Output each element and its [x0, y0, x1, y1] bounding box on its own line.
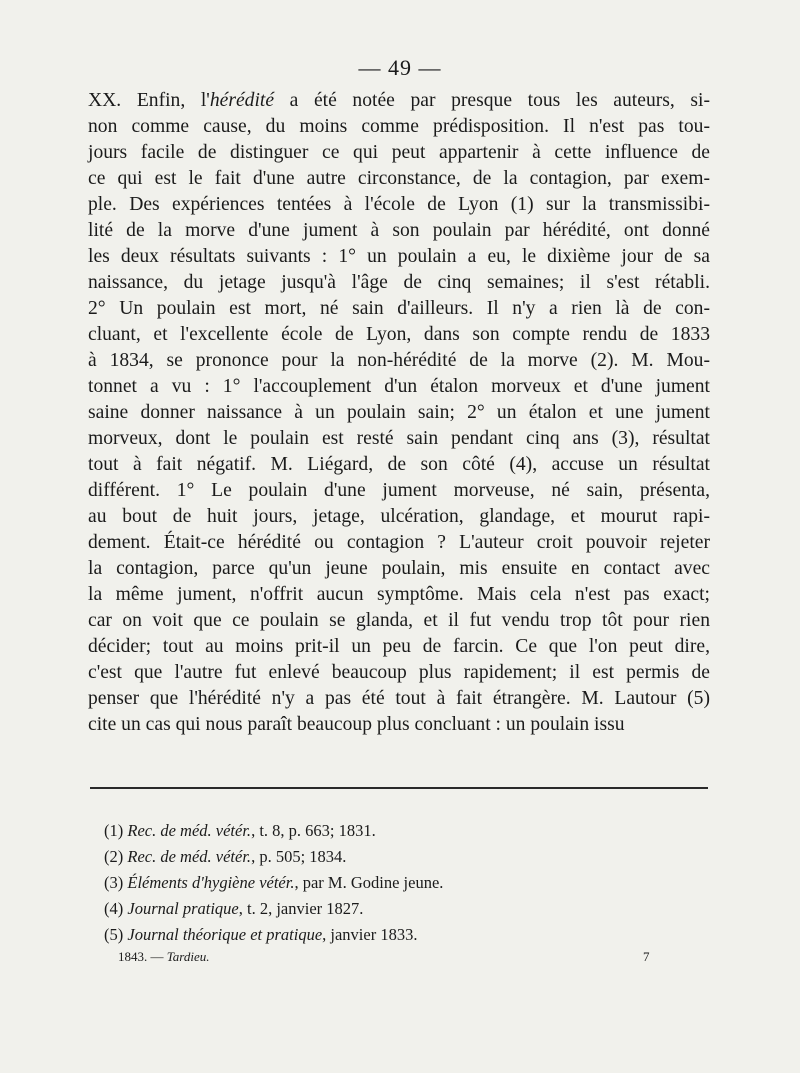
emphasis-heredite: hérédité — [209, 90, 275, 111]
page-number: — 49 — — [358, 55, 442, 80]
text-line-13: saine donner naissance à un poulain sain; 2° un étalon et une jument — [88, 402, 710, 423]
footnote-marker: (5) — [104, 925, 124, 944]
footnote-3 — [104, 870, 664, 896]
imprint-year: 1843. — — [118, 949, 164, 964]
text-line-2: non comme cause, du moins comme prédisposition. Il n'est pas tou- — [88, 116, 710, 137]
text-line-6: lité de la morve d'une jument à son poulain par hérédité, ont donné — [88, 220, 710, 241]
footnote-details: , p. 505; 1834. — [251, 847, 347, 866]
footnote-5 — [104, 922, 664, 948]
signature-mark: 7 — [643, 949, 650, 964]
footnote-marker: (1) — [104, 821, 124, 840]
text-line-20: la même jument, n'offrit aucun symptôme. Mais cela n'est pas exact; — [88, 584, 710, 605]
text-line-24: penser que l'hérédité n'y a pas été tout à fait étrangère. M. Lautour (5) — [88, 688, 710, 709]
footnote-separator — [90, 787, 708, 789]
footnote-1 — [104, 818, 664, 844]
footnote-4 — [104, 896, 664, 922]
page-footer — [118, 947, 658, 967]
text-line-8: naissance, du jetage jusqu'à l'âge de cinq semaines; il s'est rétabli. — [88, 272, 710, 293]
footnote-details: , janvier 1833. — [322, 925, 418, 944]
text-line-4: ce qui est le fait d'une autre circonstance, de la contagion, par exem- — [88, 168, 710, 189]
footnote-marker: (2) — [104, 847, 124, 866]
footnote-source: Éléments d'hygiène vétér. — [127, 873, 295, 892]
text-line-17: au bout de huit jours, jetage, ulcération, glandage, et mourut rapi- — [88, 506, 710, 527]
footnote-source: Journal théorique et pratique — [127, 925, 323, 944]
text-line-25: cite un cas qui nous paraît beaucoup plus concluant : un poulain issu — [88, 714, 625, 735]
text-line-1: XX. Enfin, l'hérédité a été notée par presque tous les auteurs, si- — [88, 90, 710, 111]
text-line-10: cluant, et l'excellente école de Lyon, dans son compte rendu de 1833 — [88, 324, 710, 345]
text-line-23: c'est que l'autre fut enlevé beaucoup plus rapidement; il est permis de — [88, 662, 710, 683]
footnote-details: , t. 2, janvier 1827. — [238, 899, 364, 918]
footnote-2 — [104, 844, 664, 870]
footnote-marker: (4) — [104, 899, 124, 918]
text-line-18: dement. Était-ce hérédité ou contagion ? L'auteur croit pouvoir rejeter — [88, 532, 710, 553]
footnotes — [104, 818, 664, 948]
footnote-source: Journal pratique — [127, 899, 239, 918]
text-line-14: morveux, dont le poulain est resté sain pendant cinq ans (3), résultat — [88, 428, 710, 449]
text-line-19: la contagion, parce qu'un jeune poulain, mis ensuite en contact avec — [88, 558, 710, 579]
text-line-15: tout à fait négatif. M. Liégard, de son côté (4), accuse un résultat — [88, 454, 710, 475]
footnote-details: , t. 8, p. 663; 1831. — [251, 821, 376, 840]
text-line-5: ple. Des expériences tentées à l'école de Lyon (1) sur la transmissibi- — [88, 194, 710, 215]
text-line-16: différent. 1° Le poulain d'une jument morveuse, né sain, présenta, — [88, 480, 710, 501]
text-line-22: décider; tout au moins prit-il un peu de farcin. Ce que l'on peut dire, — [88, 636, 710, 657]
text-line-11: à 1834, se prononce pour la non-hérédité de la morve (2). M. Mou- — [88, 350, 710, 371]
body-text — [88, 88, 710, 738]
text-line-12: tonnet a vu : 1° l'accouplement d'un étalon morveux et d'une jument — [88, 376, 710, 397]
imprint-name: Tardieu. — [166, 949, 210, 964]
footnote-source: Rec. de méd. vétér. — [127, 821, 252, 840]
footnote-marker: (3) — [104, 873, 124, 892]
text-line-9: 2° Un poulain est mort, né sain d'ailleurs. Il n'y a rien là de con- — [88, 298, 710, 319]
footnote-details: , par M. Godine jeune. — [294, 873, 444, 892]
text-line-21: car on voit que ce poulain se glanda, et il fut vendu trop tôt pour rien — [88, 610, 710, 631]
footnote-source: Rec. de méd. vétér. — [127, 847, 252, 866]
text-line-7: les deux résultats suivants : 1° un poulain a eu, le dixième jour de sa — [88, 246, 710, 267]
text-line-3: jours facile de distinguer ce qui peut appartenir à cette influence de — [88, 142, 710, 163]
